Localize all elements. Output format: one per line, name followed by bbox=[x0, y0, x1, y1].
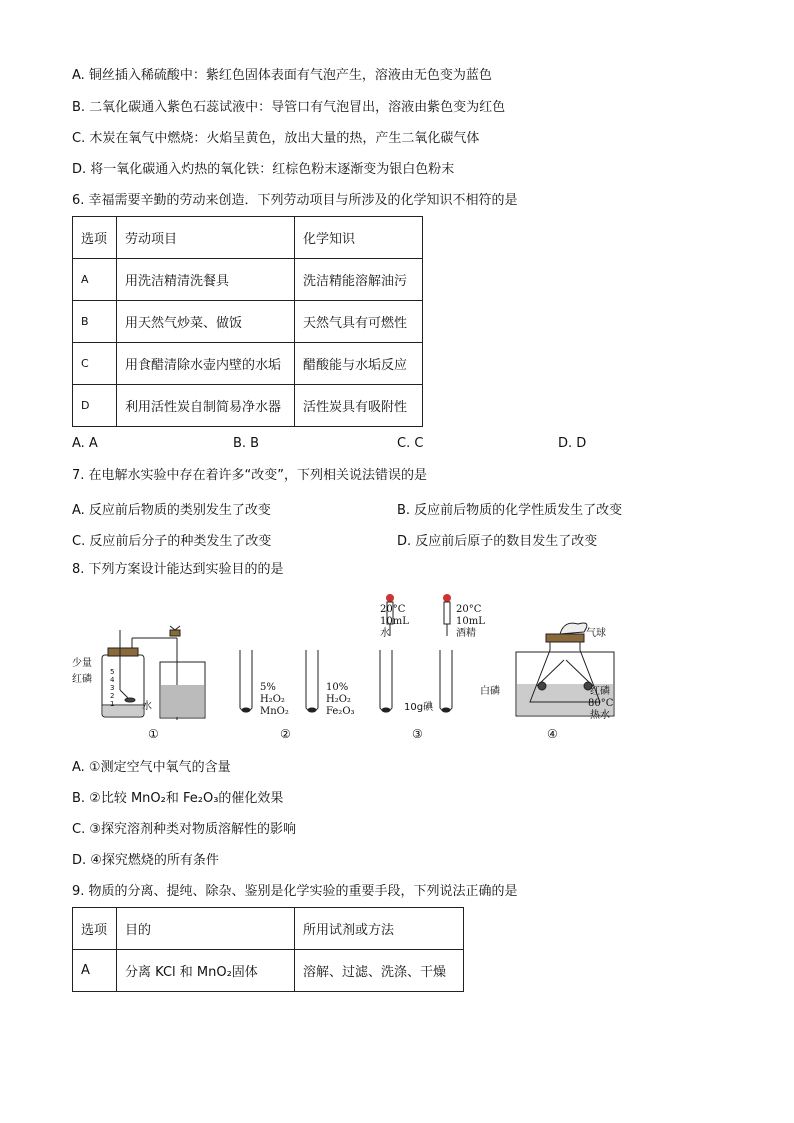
fig2-left-reagent: H₂O₂ bbox=[260, 694, 285, 705]
fig1-mark: 4 bbox=[110, 676, 115, 684]
fig3-left-solvent: 水 bbox=[380, 628, 390, 639]
fig1-mark: 5 bbox=[110, 668, 115, 676]
q7-option-d: D. 反应前后原子的数目发生了改变 bbox=[397, 534, 598, 549]
q6-answer-a: A. A bbox=[72, 436, 98, 451]
fig4-white-phosphorus-label: 白磷 bbox=[480, 686, 500, 697]
q8-option-c: C. ③探究溶剂种类对物质溶解性的影响 bbox=[72, 822, 296, 837]
fig1-label-phosphorus: 红磷 bbox=[72, 674, 92, 685]
table-header-row bbox=[73, 908, 464, 950]
q5-option-d: D. 将一氧化碳通入灼热的氧化铁：红棕色粉末逐渐变为银白色粉末 bbox=[72, 162, 455, 177]
q6-answer-d: D. D bbox=[558, 436, 587, 451]
table-row bbox=[73, 950, 464, 992]
q5-option-b: B. 二氧化碳通入紫色石蕊试液中：导管口有气泡冒出，溶液由紫色变为红色 bbox=[72, 100, 506, 115]
fig1-apparatus bbox=[102, 626, 205, 720]
q7-stem: 7. 在电解水实验中存在着许多“改变”，下列相关说法错误的是 bbox=[72, 468, 428, 483]
fig2-left-catalyst: MnO₂ bbox=[260, 706, 289, 717]
table-header-cell: 所用试剂或方法 bbox=[295, 908, 464, 950]
table-cell: D bbox=[73, 385, 117, 427]
q8-stem: 8. 下列方案设计能达到实验目的的是 bbox=[72, 562, 284, 577]
fig1-mark: 3 bbox=[110, 684, 115, 692]
q6-table bbox=[72, 216, 423, 427]
table-row bbox=[73, 343, 423, 385]
table-cell: 洗洁精能溶解油污 bbox=[295, 259, 423, 301]
fig3-solid-label: 10g碘 bbox=[404, 702, 434, 713]
table-header-cell: 选项 bbox=[73, 908, 117, 950]
table-cell: 用天然气炒菜、做饭 bbox=[117, 301, 295, 343]
fig3-left-temp: 20°C bbox=[380, 604, 406, 615]
fig3-number: ③ bbox=[412, 727, 423, 741]
fig2-number: ② bbox=[280, 727, 291, 741]
table-header-cell: 劳动项目 bbox=[117, 217, 295, 259]
q9-stem: 9. 物质的分离、提纯、除杂、鉴别是化学实验的重要手段，下列说法正确的是 bbox=[72, 884, 518, 899]
fig1-mark: 2 bbox=[110, 692, 115, 700]
fig3-right-volume: 10mL bbox=[456, 616, 485, 627]
fig3-left-volume: 10mL bbox=[380, 616, 409, 627]
table-cell: 分离 KCl 和 MnO₂固体 bbox=[117, 950, 295, 992]
table-row bbox=[73, 301, 423, 343]
fig4-number: ④ bbox=[547, 727, 558, 741]
q6-answer-c: C. C bbox=[397, 436, 424, 451]
table-header-row bbox=[73, 217, 423, 259]
fig3-right-solvent: 酒精 bbox=[456, 628, 476, 639]
table-cell: C bbox=[73, 343, 117, 385]
fig1-label-small: 少量 bbox=[72, 658, 92, 669]
fig1-number: ① bbox=[148, 727, 159, 741]
fig3-right-temp: 20°C bbox=[456, 604, 482, 615]
fig1-label-water: 水 bbox=[142, 701, 152, 712]
table-cell: 天然气具有可燃性 bbox=[295, 301, 423, 343]
table-row bbox=[73, 259, 423, 301]
fig4-balloon-label: 气球 bbox=[586, 628, 606, 639]
table-header-cell: 目的 bbox=[117, 908, 295, 950]
q8-option-b: B. ②比较 MnO₂和 Fe₂O₃的催化效果 bbox=[72, 791, 284, 806]
table-cell: 溶解、过滤、洗涤、干燥 bbox=[295, 950, 464, 992]
q5-option-a: A. 铜丝插入稀硫酸中：紫红色固体表面有气泡产生，溶液由无色变为蓝色 bbox=[72, 68, 492, 83]
q6-answer-b: B. B bbox=[233, 436, 260, 451]
fig2-left-concentration: 5% bbox=[260, 682, 276, 693]
fig4-hot-water-label: 热水 bbox=[590, 710, 610, 721]
fig2-right-reagent: H₂O₂ bbox=[326, 694, 351, 705]
q9-table bbox=[72, 907, 464, 992]
table-header-cell: 选项 bbox=[73, 217, 117, 259]
q8-option-d: D. ④探究燃烧的所有条件 bbox=[72, 853, 219, 868]
table-row bbox=[73, 385, 423, 427]
q5-option-c: C. 木炭在氧气中燃烧：火焰呈黄色，放出大量的热，产生二氧化碳气体 bbox=[72, 131, 480, 146]
fig4-temp-label: 80°C bbox=[588, 698, 614, 709]
table-cell: 用食醋清除水壶内壁的水垢 bbox=[117, 343, 295, 385]
q8-option-a: A. ①测定空气中氧气的含量 bbox=[72, 760, 231, 775]
table-cell: B bbox=[73, 301, 117, 343]
q7-option-b: B. 反应前后物质的化学性质发生了改变 bbox=[397, 503, 623, 518]
table-cell: 利用活性炭自制简易净水器 bbox=[117, 385, 295, 427]
experiment-figure bbox=[72, 590, 632, 748]
fig1-mark: 1 bbox=[110, 700, 115, 708]
table-header-cell: 化学知识 bbox=[295, 217, 423, 259]
q6-stem: 6. 幸福需要辛勤的劳动来创造．下列劳动项目与所涉及的化学知识不相符的是 bbox=[72, 193, 518, 208]
fig2-right-catalyst: Fe₂O₃ bbox=[326, 706, 355, 717]
table-cell: A bbox=[73, 950, 117, 992]
table-cell: A bbox=[73, 259, 117, 301]
table-cell: 活性炭具有吸附性 bbox=[295, 385, 423, 427]
fig2-right-concentration: 10% bbox=[326, 682, 349, 693]
table-cell: 用洗洁精清洗餐具 bbox=[117, 259, 295, 301]
q7-option-a: A. 反应前后物质的类别发生了改变 bbox=[72, 503, 271, 518]
table-cell: 醋酸能与水垢反应 bbox=[295, 343, 423, 385]
fig4-red-phosphorus-label: 红磷 bbox=[590, 686, 610, 697]
q7-option-c: C. 反应前后分子的种类发生了改变 bbox=[72, 534, 272, 549]
